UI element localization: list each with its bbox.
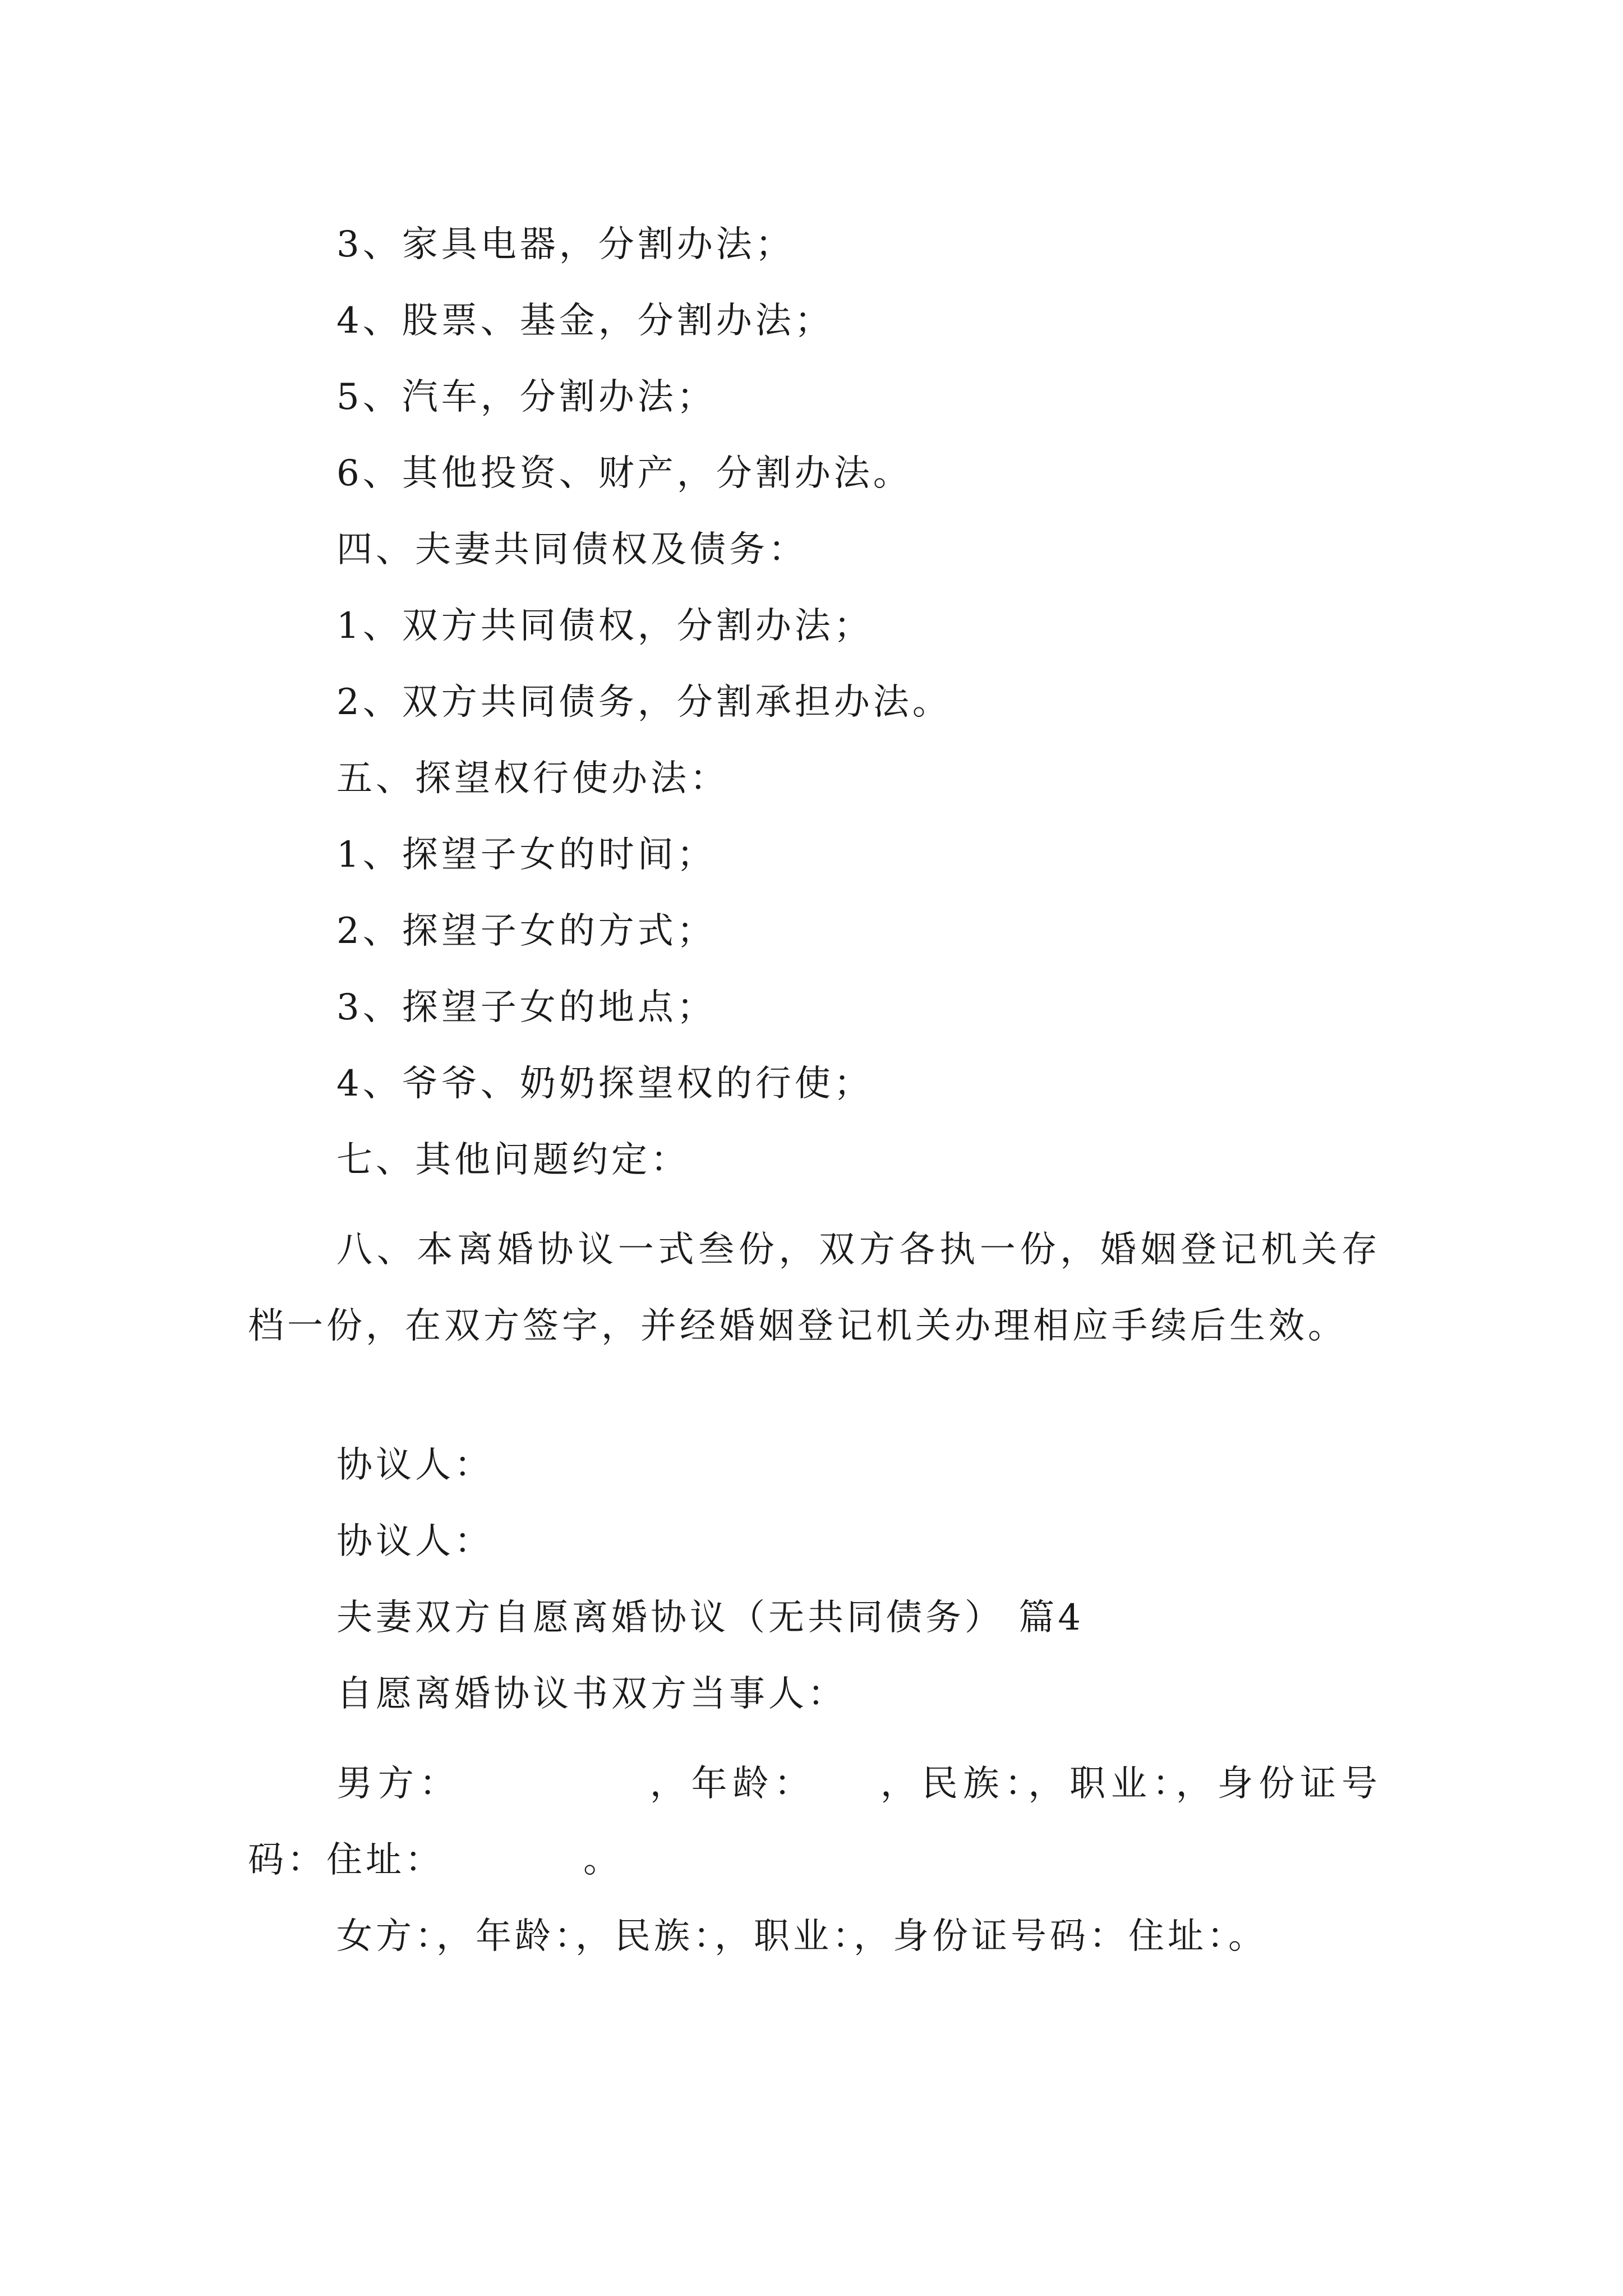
female-party-info: 女方：，年龄：，民族：，职业：，身份证号码：住址：。 — [336, 1916, 1267, 1957]
item-common-claims: 1、双方共同债权，分割办法； — [336, 605, 873, 647]
male-party-info: 男方： ，年龄： ，民族：，职业：，身份证号码：住址： 。 — [248, 1763, 1381, 1881]
paragraph-copies-effective: 八、本离婚协议一式叁份，双方各执一份，婚姻登记机关存档一份，在双方签字，并经婚姻登记机关办理相应手续后生效。 — [248, 1229, 1381, 1347]
section-heading-debts: 四、夫妻共同债权及债务： — [336, 529, 808, 570]
item-visit-method: 2、探望子女的方式； — [336, 910, 716, 952]
item-other-investments: 6、其他投资、财产，分割办法。 — [336, 453, 912, 494]
item-car: 5、汽车，分割办法； — [336, 376, 716, 418]
document-title-part4: 夫妻双方自愿离婚协议（无共同债务） 篇4 — [336, 1597, 1085, 1639]
item-stocks-funds: 4、股票、基金，分割办法； — [336, 300, 834, 342]
item-visit-time: 1、探望子女的时间； — [336, 834, 716, 876]
item-visit-location: 3、探望子女的地点； — [336, 987, 716, 1028]
item-furniture-appliances: 3、家具电器，分割办法； — [336, 224, 795, 265]
signer-line-1: 协议人： — [336, 1444, 494, 1486]
item-common-debts: 2、双方共同债务，分割承担办法。 — [336, 682, 952, 723]
section-heading-other: 七、其他问题约定： — [336, 1139, 690, 1181]
section-heading-visitation: 五、探望权行使办法： — [336, 758, 729, 799]
item-grandparents-visitation: 4、爷爷、奶奶探望权的行使； — [336, 1063, 873, 1105]
parties-heading: 自愿离婚协议书双方当事人： — [336, 1673, 847, 1715]
signer-line-2: 协议人： — [336, 1521, 494, 1562]
